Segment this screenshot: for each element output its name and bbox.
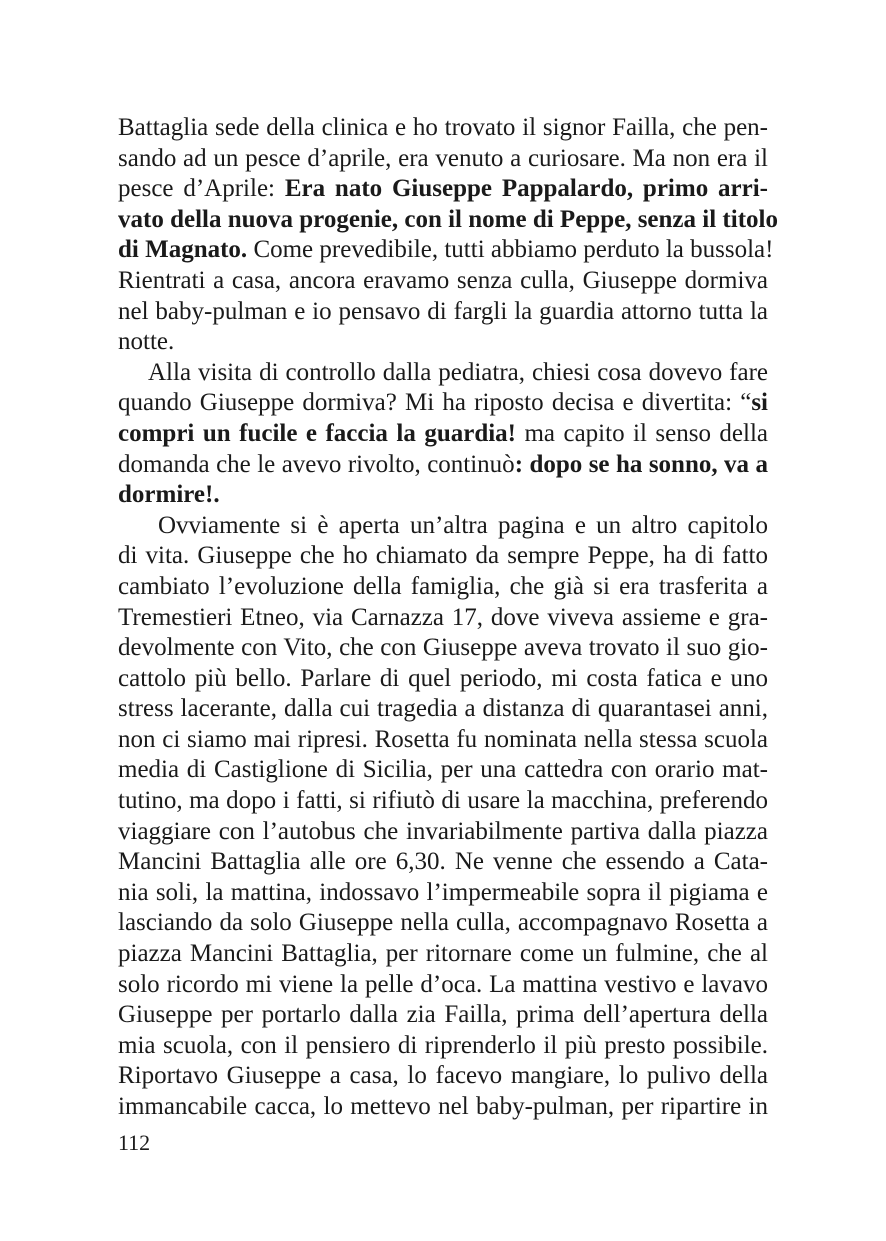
text-line: lasciando da solo Giuseppe nella culla, accompagnavo Rosetta a <box>118 909 768 937</box>
text-line: quando Giuseppe dormiva? Mi ha riposto decisa e divertita: “si <box>118 389 768 417</box>
text-line: viaggiare con l’autobus che invariabilmente partiva dalla piazza <box>118 817 768 845</box>
text-line: notte. <box>118 328 175 356</box>
text-line: cambiato l’evoluzione della famiglia, che già si era trasferita a <box>118 572 768 600</box>
text-line: Battaglia sede della clinica e ho trovato il signor Failla, che pen- <box>118 114 768 141</box>
text-line: vato della nuova progenie, con il nome di Peppe, senza il titolo <box>118 205 778 233</box>
text-line: immancabile cacca, lo mettevo nel baby-pulman, per ripartire in <box>118 1093 768 1120</box>
text-line: solo ricordo mi viene la pelle d’oca. La mattina vestivo e lavavo <box>118 970 768 998</box>
text-line: domanda che le avevo rivolto, continuò: dopo se ha sonno, va a <box>118 450 768 478</box>
text-line: stress lacerante, dalla cui tragedia a distanza di quarantasei anni, <box>118 695 768 723</box>
text-line: piazza Mancini Battaglia, per ritornare come un fulmine, che al <box>118 940 768 968</box>
text-line: mia scuola, con il pensiero di riprenderlo il più presto possibile. <box>118 1031 768 1059</box>
text-line: compri un fucile e faccia la guardia! ma capito il senso della <box>118 419 769 447</box>
text-line: Tremestieri Etneo, via Carnazza 17, dove viveva assieme e gra- <box>118 603 768 631</box>
text-line: Mancini Battaglia alle ore 6,30. Ne venne che essendo a Cata- <box>118 848 768 876</box>
text-line: di vita. Giuseppe che ho chiamato da sempre Peppe, ha di fatto <box>118 542 768 570</box>
text-line: nia soli, la mattina, indossavo l’impermeabile sopra il pigiama e <box>118 878 768 906</box>
text-line: devolmente con Vito, che con Giuseppe aveva trovato il suo gio- <box>118 634 768 662</box>
text-line: Giuseppe per portarlo dalla zia Failla, prima dell’apertura della <box>118 1001 768 1029</box>
text-line: di Magnato. Come prevedibile, tutti abbiamo perduto la bussola! <box>118 236 774 264</box>
page-body <box>118 113 778 1123</box>
text-line: sando ad un pesce d’aprile, era venuto a curiosare. Ma non era il <box>118 144 768 172</box>
text-line: Ovviamente si è aperta un’altra pagina e un altro capitolo <box>158 511 768 539</box>
text-line: Alla visita di controllo dalla pediatra, chiesi cosa dovevo fare <box>148 358 768 386</box>
text-line: cattolo più bello. Parlare di quel periodo, mi costa fatica e uno <box>118 664 768 692</box>
text-line: tutino, ma dopo i fatti, si rifiutò di usare la macchina, preferendo <box>118 787 768 815</box>
text-line: media di Castiglione di Sicilia, per una cattedra con orario mat- <box>118 756 768 784</box>
text-line: non ci siamo mai ripresi. Rosetta fu nominata nella stessa scuola <box>118 725 768 753</box>
text-line: nel baby-pulman e io pensavo di fargli la guardia attorno tutta la <box>118 297 768 325</box>
text-line: pesce d’Aprile: Era nato Giuseppe Pappalardo, primo arri- <box>118 175 768 203</box>
text-line: Rientrati a casa, ancora eravamo senza culla, Giuseppe dormiva <box>118 266 768 294</box>
text-line: Riportavo Giuseppe a casa, lo facevo mangiare, lo pulivo della <box>118 1062 768 1090</box>
text-line: dormire!. <box>118 481 220 509</box>
page-number: 112 <box>118 1130 151 1155</box>
